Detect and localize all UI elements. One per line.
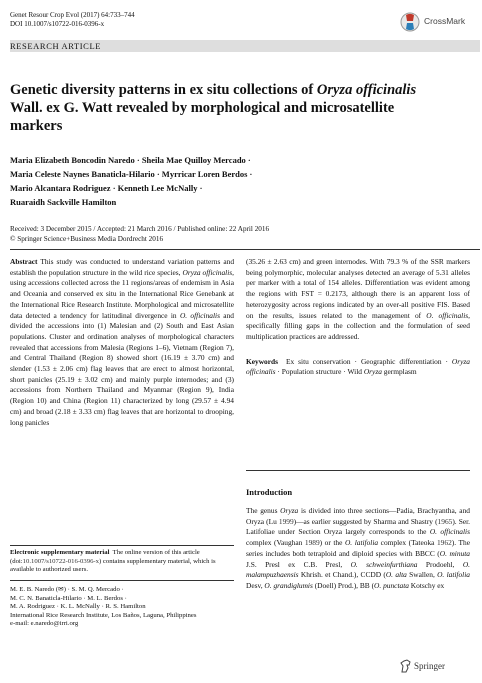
footnote-divider: [10, 545, 234, 546]
copyright-line: © Springer Science+Business Media Dordrecht 2016: [10, 234, 164, 243]
author-line: Mario Alcantara Rodriguez · Kenneth Lee McNally ·: [10, 183, 203, 193]
intro-text: J.S. Presl ex C.B. Presl,: [246, 559, 351, 569]
intro-taxon: O. alta: [385, 570, 407, 580]
intro-taxon: O. schweinfurthiana: [350, 559, 418, 569]
intro-taxon: O. malampuzhaensis: [246, 559, 470, 580]
citation-link[interactable]: 1989: [304, 538, 320, 548]
crossmark-icon: [400, 12, 420, 32]
crossmark-badge[interactable]: [400, 12, 470, 32]
intro-text: Swallen,: [406, 570, 438, 580]
intro-text: Prodoehl,: [417, 559, 463, 569]
intro-text: (Doell) Prod.), BB (: [312, 580, 375, 590]
introduction-heading: Introduction: [246, 487, 293, 497]
dates-line: Received: 3 December 2015 / Accepted: 21 March 2016 / Published online: 22 April 2016: [10, 225, 270, 233]
affiliation-line: M. C. N. Banaticla-Hilario · M. L. Berdos ·: [10, 594, 127, 602]
abstract-text: and divided the accessions into (1) Malesian and (2) South and East Asian populations. Cluster and ordination analyses of morphological characters revealed that accessions from Malesia (Regions 1–6), Vietnam (Region 7), and Central Thailand (Region 8) showed short (16.19 ± 3.70 cm) and slender (1.53 ± 2.06 cm) flag leaves that are erect to almost horizontal, short panicles (25.19 ± 3.02 cm) and mainly purple internodes; and (3) accessions from Northern Thailand and Myanmar (Region 9), India (Region 10) and China (Region 11) characterized by long (29.57 ± 4.94 cm) and broad (2.18 ± 3.33 cm) flag leaves that are horizontal to drooping, long panicles: [10, 310, 234, 427]
author-line: Maria Celeste Naynes Banaticla-Hilario · Myrricar Loren Berdos ·: [10, 169, 253, 179]
divider: [246, 470, 470, 471]
doi-line: DOI 10.1007/s10722-016-0396-x: [10, 20, 105, 28]
author-list: [10, 153, 450, 209]
author-line: Maria Elizabeth Boncodin Naredo · Sheila Mae Quilloy Mercado ·: [10, 155, 251, 165]
abstract-left-column: [10, 257, 234, 428]
intro-text: ). The series includes both tetraploid and diploid species with BBCC (: [246, 538, 470, 558]
email-line[interactable]: e-mail: e.naredo@irri.org: [10, 620, 79, 627]
abstract-right-column: [246, 257, 470, 378]
journal-citation: [10, 11, 135, 29]
intro-taxon: O. latifolia: [344, 538, 379, 548]
intro-taxon: O. minuta: [439, 548, 470, 558]
footnote-divider: [10, 580, 234, 581]
keywords-text: germplasm: [381, 367, 417, 377]
publisher-logo: [400, 659, 480, 675]
keywords: [246, 357, 470, 378]
intro-text: )—as earlier suggested by Sharma and Shastry (: [293, 516, 438, 526]
intro-taxon: O. punctata: [374, 580, 409, 590]
affiliation-line: M. E. B. Naredo (✉) · S. M. Q. Mercado ·: [10, 586, 124, 593]
keywords-heading: Keywords: [246, 356, 279, 366]
intro-text: ). Ser. Latifoliae under Section Oryza largely corresponds to the: [246, 516, 471, 537]
intro-text: is divided into three sections—Padia, Brachyantha, and Oryza (Lu: [246, 506, 470, 526]
title-text-end: Wall. ex G. Watt revealed by morphological and microsatellite markers: [10, 100, 395, 134]
journal-line: Genet Resour Crop Evol (2017) 64:733–744: [10, 11, 135, 19]
abstract-text: , using accessions collected across the 11 regions/areas of endemism in Asia and Oceania and conserved ex situ in the International Rice Genebank at the International Rice Research Institute. Morphological and microsatellite data detected a tendency for latitudinal divergence in: [10, 267, 234, 320]
introduction-text: [246, 506, 470, 592]
affiliation-line: M. A. Rodriguez · K. L. McNally · R. S. Hamilton: [10, 603, 146, 610]
keywords-text: Ex situ conservation · Geographic differentiation ·: [285, 356, 452, 366]
intro-text: complex (Vaughan: [246, 538, 305, 548]
esm-text: The online version of this article (doi:: [10, 549, 200, 565]
article-type-label: RESEARCH ARTICLE: [10, 41, 102, 51]
intro-taxon: Oryza: [280, 506, 299, 515]
intro-text: Kotschy ex: [408, 580, 445, 590]
intro-taxon: O. grandiglumis: [264, 580, 313, 590]
article-type-banner: [10, 40, 480, 52]
title-text: Genetic diversity patterns in ex situ collections of: [10, 82, 317, 98]
esm-heading: Electronic supplementary material: [10, 549, 110, 556]
intro-text: ) or the: [319, 538, 345, 548]
abstract-text: (35.26 ± 2.63 cm) and green internodes. With 79.3 % of the SSR markers being polymorphic, molecular analyses detected an average of 5.31 alleles per marker with a total of 154 alleles. Differentiation was evident among the regions with FST = 0.2173, although there is an apparent loss of heterozygosity across regions indicated by an over-all positive FIS. Based on the results, issues related to the management of: [246, 257, 470, 320]
abstract-species: O. officinalis: [426, 310, 469, 320]
intro-text: The genus: [246, 506, 281, 515]
keywords-text: · Population structure · Wild: [275, 367, 364, 377]
esm-text: ) contains supplementary material, which is available to authorized users.: [10, 557, 216, 573]
article-title: [10, 81, 450, 135]
affiliation-line: International Rice Research Institute, Los Baños, Laguna, Philippines: [10, 611, 197, 619]
publisher-name: Springer: [414, 661, 445, 671]
publication-dates: [10, 225, 450, 244]
doi-link[interactable]: 10.1007/s10722-016-0396-x: [22, 557, 99, 565]
intro-text: complex (Tateoka: [378, 538, 437, 548]
affiliation-block: [10, 586, 234, 629]
intro-text: Khrish. et Chand.), CCDD (: [298, 570, 386, 580]
abstract-text: This study was conducted to understand variation patterns and establish the population structure in the wild rice species,: [10, 257, 235, 277]
supplementary-note: [10, 549, 234, 575]
keyword-genus: Oryza: [363, 367, 382, 377]
abstract-text: , specifically filling gaps in the collection and the formulation of seed multiplication practices are addressed.: [246, 310, 470, 341]
keyword-species: Oryza officinalis: [246, 356, 470, 377]
citation-link[interactable]: 1965: [437, 516, 453, 526]
abstract-species: O. officinalis: [179, 310, 220, 320]
title-species: Oryza officinalis: [316, 82, 417, 98]
intro-taxon: O. latifolia: [437, 570, 470, 580]
intro-taxon: O. officinalis: [429, 527, 470, 537]
springer-horse-icon: [400, 659, 412, 673]
crossmark-label: CrossMark: [424, 16, 466, 26]
abstract-species: Oryza officinalis: [182, 267, 233, 277]
citation-link[interactable]: 1962: [436, 538, 452, 548]
author-line: Ruaraidh Sackville Hamilton: [10, 197, 117, 207]
abstract-heading: Abstract: [10, 257, 38, 266]
intro-text: Desv,: [246, 580, 265, 590]
citation-link[interactable]: 1999: [278, 516, 294, 526]
divider: [10, 249, 480, 250]
